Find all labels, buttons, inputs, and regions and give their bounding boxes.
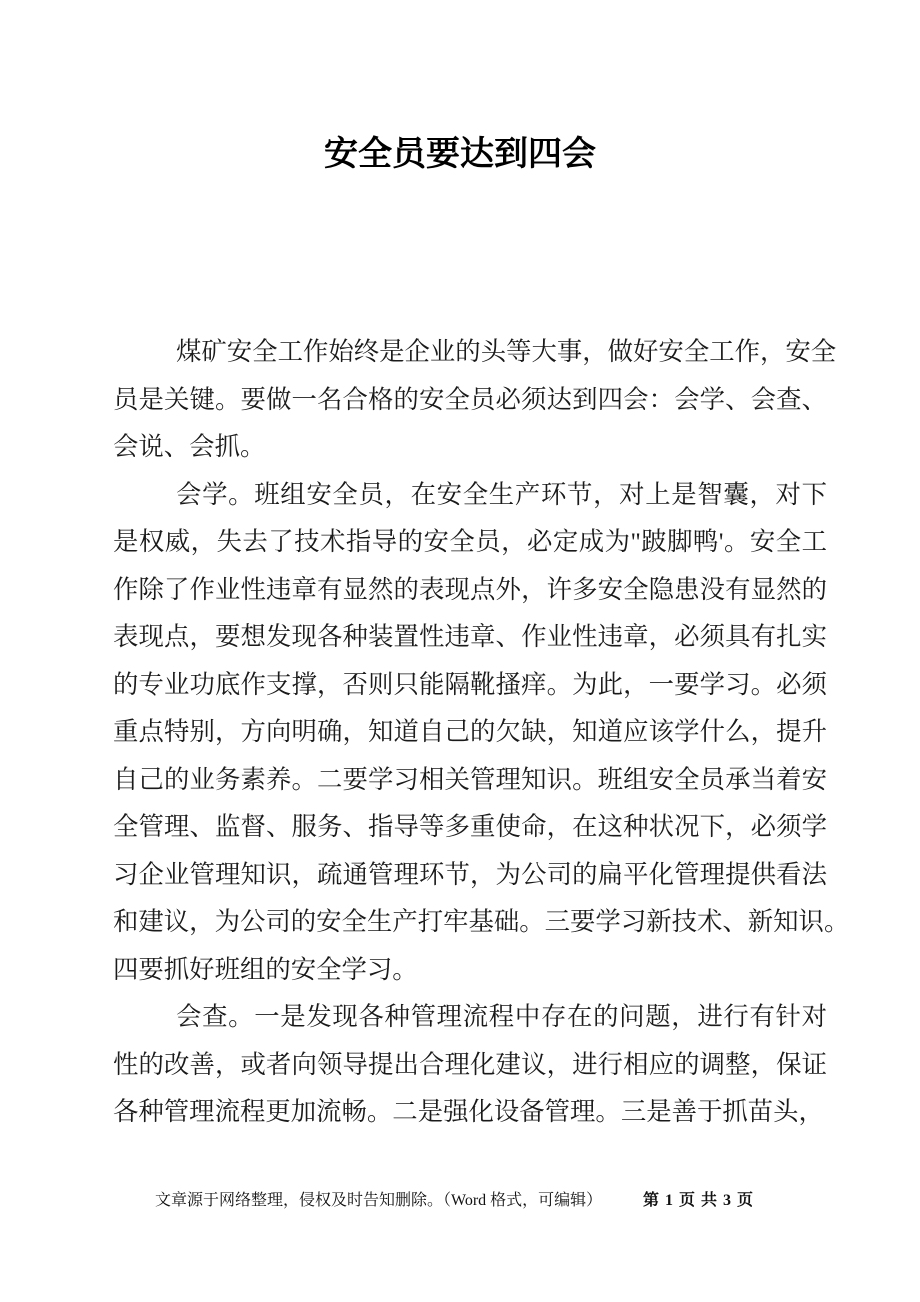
text-line: 会说、会抓。 (113, 433, 266, 461)
footer-note: 文章源于网络整理，侵权及时告知删除。（Word 格式，可编辑） (155, 1192, 603, 1209)
text-line: 是权威，失去了技术指导的安全员，必定成为"跛脚鸭'。安全工 (113, 528, 827, 556)
text-line: 各种管理流程更加流畅。二是强化设备管理。三是善于抓苗头， (113, 1098, 824, 1126)
footer-page-number: 第 1 页 共 3 页 (643, 1192, 755, 1209)
text-line: 性的改善，或者向领导提出合理化建议，进行相应的调整，保证 (113, 1050, 827, 1079)
text-line: 表现点，要想发现各种装置性违章、作业性违章，必须具有扎实 (113, 623, 827, 651)
text-line: 自己的业务素养。二要学习相关管理知识。班组安全员承当着安 (113, 765, 827, 794)
document-title: 安全员要达到四会 (324, 136, 596, 173)
paragraph (113, 329, 837, 472)
text-line: 员是关键。要做一名合格的安全员必须达到四会：会学、会查、 (113, 385, 827, 414)
text-line: 作除了作业性违章有显然的表现点外，许多安全隐患没有显然的 (113, 575, 827, 604)
paragraph (113, 994, 827, 1137)
text-line: 的专业功底作支撑，否则只能隔靴搔痒。为此，一要学习。必须 (113, 670, 827, 699)
text-line: 会查。一是发现各种管理流程中存在的问题，进行有针对 (176, 1003, 827, 1031)
paragraph (113, 472, 850, 995)
document-body (113, 329, 850, 1137)
text-line: 全管理、监督、服务、指导等多重使命，在这种状况下，必须学 (113, 813, 827, 841)
text-line: 会学。班组安全员，在安全生产环节，对上是智囊，对下 (176, 480, 827, 509)
text-line: 煤矿安全工作始终是企业的头等大事，做好安全工作，安全 (176, 338, 837, 366)
text-line: 和建议，为公司的安全生产打牢基础。三要学习新技术、新知识。 (113, 908, 850, 936)
page-footer (0, 1190, 920, 1214)
text-line: 四要抓好班组的安全学习。 (113, 955, 418, 984)
text-line: 习企业管理知识，疏通管理环节，为公司的扁平化管理提供看法 (113, 860, 827, 889)
text-line: 重点特别，方向明确，知道自己的欠缺，知道应该学什么，提升 (113, 718, 827, 746)
